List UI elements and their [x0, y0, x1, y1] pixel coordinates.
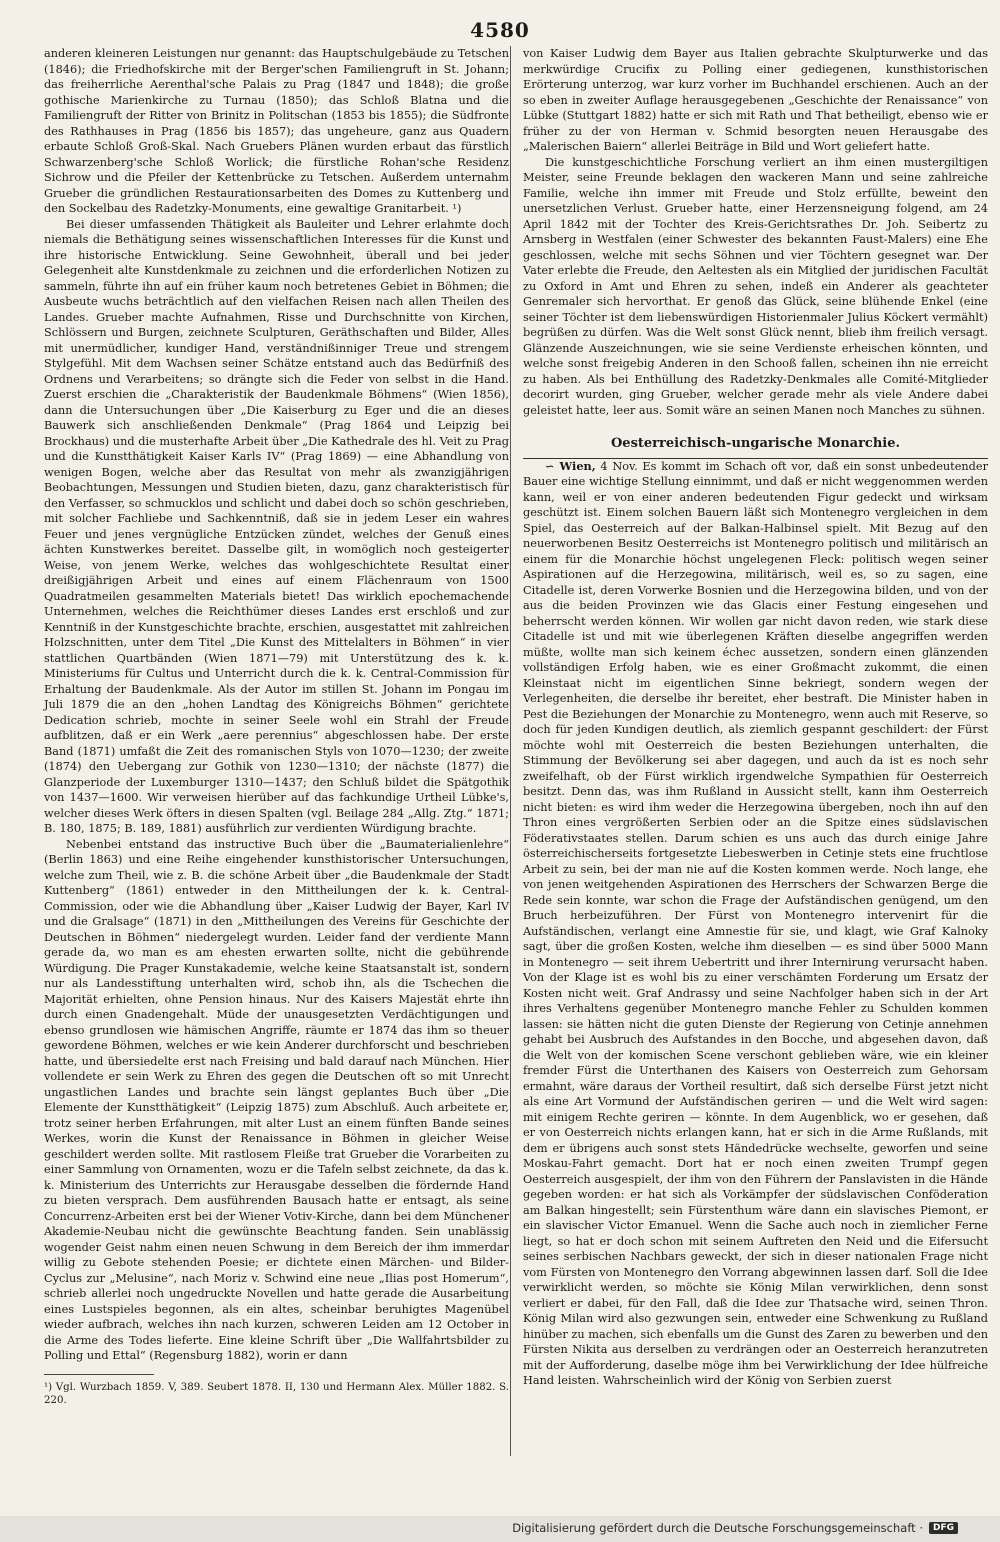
left-column — [44, 46, 509, 1408]
section-title: Oesterreichisch-ungarische Monarchie. — [523, 436, 988, 459]
right-paragraph-2: Die kunstgeschichtliche Forschung verliert an ihm einen mustergiltigen Meister, seine Freunde beklagen den wackeren Mann und seine zahlreiche Familie, welche ihn immer mit Freude und Stolz erfüllte, beweint den unersetzlichen Verlust. Grueber hatte, einer Herzensneigung folgend, am 24 April 1842 mit der Tochter des Kreis-Gerichtsrathes Dr. Joh. Seibertz zu Arnsberg in Westfalen (einer Schwester des bekannten Faust-Malers) eine Ehe geschlossen, welche mit sechs Söhnen und vier Töchtern gesegnet war. Der Vater erlebte die Freude, den Aeltesten als ein Mitglied der juridischen Facultät zu Oxford in Amt und Ehren zu sehen, indeß ein Anderer als geachteter Genremaler sich hervorthat. Er genoß das Glück, seine blühende Enkel (eine seiner Töchter ist dem liebenswürdigen Historienmaler Julius Köckert vermählt) begrüßen zu dürfen. Was die Welt sonst Glück nennt, blieb ihm freilich versagt. Glänzende Auszeichnungen, wie sie seine Verdienste erheischen könnten, und welche sonst freigebig Anderen in den Schooß fallen, scheinen ihn nie erreicht zu haben. Als bei Enthüllung des Radetzky-Denkmales alle Comité-Mitglieder decorirt wurden, ging Grueber, welcher gerade mehr als viele Andere dabei geleistet hatte, leer aus. Somit wäre an seinen Manen noch Manches zu sühnen. — [523, 155, 988, 417]
footnote: ¹) Vgl. Wurzbach 1859. V, 389. Seubert 1878. II, 130 und Hermann Alex. Müller 1882. S. 220. — [44, 1381, 509, 1406]
left-paragraph-3: Nebenbei entstand das instructive Buch über die „Baumaterialienlehre“ (Berlin 1863) und eine Reihe eingehender kunsthistorischer Untersuchungen, welche zum Theil, wie z. B. die schöne Arbeit über „die Baudenkmale der Stadt Kuttenberg“ (1861) entweder in den Mittheilungen der k. k. Central-Commission, oder wie die Abhandlung über „Kaiser Ludwig der Bayer, Karl IV und die Gralsage“ (1871) in den „Mittheilungen des Vereins für Geschichte der Deutschen in Böhmen“ niedergelegt wurden. Leider fand der verdiente Mann gerade da, wo man es am ehesten erwarten sollte, nicht die gebührende Würdigung. Die Prager Kunstakademie, welche keine Staatsanstalt ist, sondern nur als Landesstiftung unterhalten wird, schob ihn, als die Tschechen die Majorität erhielten, ohne Pension hinaus. Nur des Kaisers Majestät ehrte ihn durch einen Gnadengehalt. Müde der unausgesetzten Verdächtigungen und ebenso grundlosen wie hämischen Angriffe, räumte er 1874 das ihm so theuer gewordene Böhmen, welches er wie kein Anderer durchforscht und beschrieben hatte, und übersiedelte erst nach Freising und bald darauf nach München. Hier vollendete er sein Werk zu Ehren des gegen die Deutschen oft so mit Unrecht ungastlichen Landes und brachte sein längst geplantes Buch über „Die Elemente der Kunstthätigkeit“ (Leipzig 1875) zum Abschluß. Auch arbeitete er, trotz seiner herben Erfahrungen, mit alter Lust an einem fünften Bande seines Werkes, worin die Kunst der Renaissance in Böhmen in gleicher Weise geschildert werden sollte. Mit rastlosem Fleiße trat Grueber die Vorarbeiten zu einer Sammlung von Ornamenten, wozu er die Tafeln selbst zeichnete, da das k. k. Ministerium des Unterrichts zur Herausgabe desselben die fördernde Hand zu bieten versprach. Dem ausführenden Bausach hatte er entsagt, als seine Concurrenz-Arbeiten erst bei der Wiener Votiv-Kirche, dann bei dem Münchener Akademie-Neubau nicht die gewünschte Beachtung fanden. Sein unablässig wogender Geist nahm einen neuen Schwung in dem Bereich der ihm immerdar willig zu Gebote stehenden Poesie; er dichtete einen Märchen- und Bilder-Cyclus zur „Melusine“, nach Moriz v. Schwind eine neue „Ilias post Homerum“, schrieb allerlei noch ungedruckte Novellen und hatte gerade die Ausarbeitung eines Lustspieles begonnen, als ein altes, scheinbar beruhigtes Magenübel wieder aufbrach, welches ihn nach kurzen, schweren Leiden am 12 October in die Arme des Todes lieferte. Eine kleine Schrift über „Die Wallfahrtsbilder zu Polling und Ettal“ (Regensburg 1882), worin er dann — [44, 837, 509, 1362]
credit-text: Digitalisierung gefördert durch die Deutsche Forschungsgemeinschaft · — [512, 1521, 923, 1535]
footnote-rule — [44, 1374, 154, 1375]
right-column — [523, 46, 988, 1389]
dateline: ∽ Wien, — [545, 458, 596, 473]
right-paragraph-1: von Kaiser Ludwig dem Bayer aus Italien gebrachte Skulpturwerke und das merkwürdige Crucifix zu Polling einer gediegenen, kunsthistorischen Erörterung unterzog, war kurz vorher im Buchhandel erschienen. Auch an der so eben in zweiter Auflage herausgegebenen „Geschichte der Renaissance“ von Lübke (Stuttgart 1882) hatte er sich mit Rath und That betheiligt, ebenso wie er früher zu der von Herman v. Schmid besorgten neuen Herausgabe des „Malerischen Baiern“ allerlei Beiträge in Bild und Wort geliefert hatte. — [523, 47, 988, 153]
column-divider — [510, 46, 511, 1456]
dateline-date: 4 Nov. — [600, 459, 638, 473]
section-gap — [523, 418, 988, 436]
page-number: 4580 — [470, 18, 530, 42]
left-paragraph-2: Bei dieser umfassenden Thätigkeit als Bauleiter und Lehrer erlahmte doch niemals die Bethätigung seines wissenschaftlichen Interesses für die Kunst und ihre historische Entwicklung. Seine Gewohnheit, überall und bei jeder Gelegenheit alte Kunstdenkmale zu zeichnen und die erforderlichen Notizen zu sammeln, führte ihn auf ein früher kaum noch betretenes Gebiet in Böhmen; die Ausbeute wuchs beträchtlich auf den vielfachen Reisen nach allen Theilen des Landes. Grueber machte Aufnahmen, Risse und Durchschnitte von Kirchen, Schlössern und Burgen, zeichnete Sculpturen, Geräthschaften und Bilder, Alles mit unermüdlicher, kundiger Hand, verständnißinniger Treue und strengem Stylgefühl. Mit dem Wachsen seiner Schätze entstand auch das Bedürfniß des Ordnens und Verarbeitens; so drängte sich die Feder von selbst in die Hand. Zuerst erschien die „Charakteristik der Baudenkmale Böhmens“ (Wien 1856), dann die Untersuchungen über „Die Kaiserburg zu Eger und die an dieses Bauwerk sich anschließenden Denkmale“ (Prag 1864 und Leipzig bei Brockhaus) und die musterhafte Arbeit über „Die Kathedrale des hl. Veit zu Prag und die Kunstthätigkeit Kaiser Karls IV“ (Prag 1869) — eine Abhandlung von wenigen Bogen, welche aber das Resultat von mehr als zwanzigjährigen Beobachtungen, Messungen und Studien bieten, dazu, ganz charakteristisch für den Verfasser, so schmucklos und schlicht und dabei doch so schön geschrieben, mit solcher Fachliebe und Sachkenntniß, daß sie in jedem Leser ein wahres Feuer und jenes vergnügliche Entzücken zündet, welches der Genuß eines ächten Kunstwerkes bereitet. Dasselbe gilt, in womöglich noch gesteigerter Weise, von jenem Werke, welches das wohlgeschichtete Resultat einer dreißigjährigen Arbeit und eines auf einem Flächenraum von 1500 Quadratmeilen gesammelten Materials bietet! Das wirklich epochemachende Unternehmen, welches die Reichthümer dieses Landes erst erschloß und zur Kenntniß in der Kunstgeschichte brachte, erschien, ausgestattet mit zahlreichen Holzschnitten, unter dem Titel „Die Kunst des Mittelalters in Böhmen“ in vier stattlichen Quartbänden (Wien 1871—79) mit Unterstützung des k. k. Ministeriums für Cultus und Unterricht durch die k. k. Central-Commission für Erhaltung der Baudenkmale. Als der Autor im stillen St. Johann im Pongau im Juli 1879 die an den „hohen Landtag des Königreichs Böhmen“ gerichtete Dedication schrieb, mochte in seiner Seele wohl ein Strahl der Freude aufblitzen, daß er ein Werk „aere perennius“ abgeschlossen habe. Der erste Band (1871) umfaßt die Zeit des romanischen Styls von 1070—1230; der zweite (1874) den Uebergang zur Gothik von 1230—1310; der nächste (1877) die Glanzperiode der Luxemburger 1310—1437; den Schluß bildet die Spätgothik von 1437—1600. Wir verweisen hierüber auf das fachkundige Urtheil Lübke's, welcher dieses Werk öfters in diesen Spalten (vgl. Beilage 284 „Allg. Ztg.“ 1871; B. 180, 1875; B. 189, 1881) ausführlich zur verdienten Würdigung brachte. — [44, 217, 509, 835]
digitization-credit — [512, 1521, 958, 1535]
left-paragraph-1: anderen kleineren Leistungen nur genannt: das Hauptschulgebäude zu Tetschen (1846); die Friedhofskirche mit der Berger'schen Familiengruft in St. Johann; das freiherrliche Aerenthal'sche Palais zu Prag (1847 und 1848); die große gothische Marienkirche zu Turnau (1850); das Schloß Blatna und die Familiengruft der Ritter von Brinitz in Politschan (1853 bis 1855); die Südfronte des Rathhauses in Prag (1856 bis 1857); das ungeheure, ganz aus Quadern erbaute Schloß Groß-Skal. Nach Gruebers Plänen wurden erbaut das fürstlich Schwarzenberg'sche Schloß Worlick; die fürstliche Rohan'sche Residenz Sichrow und die Pfeiler der Kettenbrücke zu Tetschen. Außerdem unternahm Grueber die gründlichen Restaurationsarbeiten des Domes zu Kuttenberg und den Sockelbau des Radetzky-Monuments, eine gewaltige Granitarbeit. ¹) — [44, 47, 509, 215]
article-text: Es kommt im Schach oft vor, daß ein sonst unbedeutender Bauer eine wichtige Stellung einnimmt, und daß er nicht weggenommen werden kann, weil er von einer anderen bedeutenden Figur gedeckt und wirksam geschützt ist. Einem solchen Bauern läßt sich Montenegro vergleichen in dem Spiel, das Oesterreich auf der Balkan-Halbinsel spielt. Mit Bezug auf den neuerworbenen Besitz Oesterreichs ist Montenegro politisch und militärisch an einem für die Monarchie höchst ungelegenen Fleck: politisch wegen seiner Aspirationen auf die Herzegowina, militärisch, weil es, so zu sagen, eine Citadelle ist, deren Vorwerke Bosnien und die Herzegowina bilden, und von der aus die beiden Provinzen wie das Glacis einer Festung eingesehen und beherrscht werden können. Wir wollen gar nicht davon reden, wie stark diese Citadelle ist und mit wie überlegenen Kräften dieselbe angegriffen werden müßte, wollte man sich keinem échec aussetzen, sondern einen glänzenden vollständigen Erfolg haben, wie es einer Großmacht zukommt, die einen Kleinstaat nicht im eigentlichen Sinne bekriegt, sondern wegen der Verlegenheiten, die derselbe ihr bereitet, eher bestraft. Die Minister haben in Pest die Beziehungen der Monarchie zu Montenegro, wenn auch mit Reserve, so doch für jeden Kundigen deutlich, als ziemlich gespannt geschildert: der Fürst möchte wohl mit Oesterreich die besten Beziehungen unterhalten, die Stimmung der Bevölkerung sei aber dagegen, und auch da ist es noch sehr zweifelhaft, ob der Fürst wirklich irgendwelche Sympathien für Oesterreich besitzt. Denn das, was ihm Rußland in Aussicht stellt, kann ihm Oesterreich nicht bieten: es wird ihm weder die Herzegowina übergeben, noch ihn auf den Thron eines vergrößerten Serbien oder an die Spitze eines südslavischen Föderativstaates stellen. Darum schien es uns auch das durch einige Jahre österreichischerseits fortgesetzte Liebeswerben in Cetinje stets eine fruchtlose Arbeit zu sein, bei der man nie auf die Kosten kommen werde. Noch lange, ehe von jenen weitgehenden Aspirationen des Herrschers der Schwarzen Berge die Rede sein konnte, war schon die Frage der Aufständischen genügend, um den Bruch herbeizuführen. Der Fürst von Montenegro intervenirt für die Aufständischen, verlangt eine Amnestie für sie, und klagt, wie Graf Kalnoky sagt, über die großen Kosten, welche ihm dieselben — es sind über 5000 Mann in Montenegro — seit ihrem Uebertritt und ihrer Internirung verursacht haben. Von der Klage ist es wohl bis zu einer verschämten Forderung um Ersatz der Kosten nicht weit. Graf Andrassy und seine Nachfolger haben sich in der Art ihres Verhaltens gegenüber Montenegro manche Fehler zu Schulden kommen lassen: sie hätten nicht die guten Dienste der Regierung von Cetinje annehmen gehabt bei Ausbruch des Aufstandes in den Bocche, und abgesehen davon, daß die Welt von der komischen Scene verschont geblieben wäre, wie ein kleiner fremder Fürst die Unterthanen des Kaisers von Oesterreich zum Gehorsam ermahnt, wäre daraus der Vortheil resultirt, daß sich derselbe Fürst jetzt nicht als eine Art Vormund der Aufständischen geriren — und die Welt wird sagen: mit einigem Rechte geriren — könnte. In dem Augenblick, wo er gesehen, daß er von Oesterreich nichts erlangen kann, hat er sich in die Arme Rußlands, mit dem er übrigens auch sonst stets Händedrücke wechselte, geworfen und seine Moskau-Fahrt gemacht. Dort hat er noch einen zweiten Trumpf gegen Oesterreich ausgespielt, der ihm von den Führern der Panslavisten in die Hände gegeben worden: er hat sich als Vorkämpfer der südslavischen Conföderation am Balkan hingestellt; sein Fürstenthum wäre dann ein slavisches Piemont, er ein slavischer Victor Emanuel. Wenn die Sache auch noch in ziemlicher Ferne liegt, so hat er doch schon mit seinem Auftreten den Neid und die Eifersucht seines serbischen Nachbars geweckt, der sich in dieser nationalen Frage nicht vom Fürsten von Montenegro den Vorrang abgewinnen lassen darf. Soll die Idee verwirklicht werden, so möchte sie König Milan verwirklichen, denn sonst verliert er dabei, für den Fall, daß die Idee zur Thatsache wird, seinen Thron. König Milan wird also gezwungen sein, entweder eine Schwenkung zu Rußland hinüber zu machen, sich ebenfalls um die Gunst des Zaren zu bewerben und den Fürsten Nikita aus derselben zu verdrängen oder an Oesterreich heranzutreten mit der Aufforderung, daselbe möge ihm bei Verwirklichung der Idee hülfreiche Hand leisten. Wahrscheinlich wird der König von Serbien zuerst — [523, 459, 988, 1387]
dfg-logo: DFG — [929, 1522, 958, 1534]
news-article — [523, 459, 988, 1389]
